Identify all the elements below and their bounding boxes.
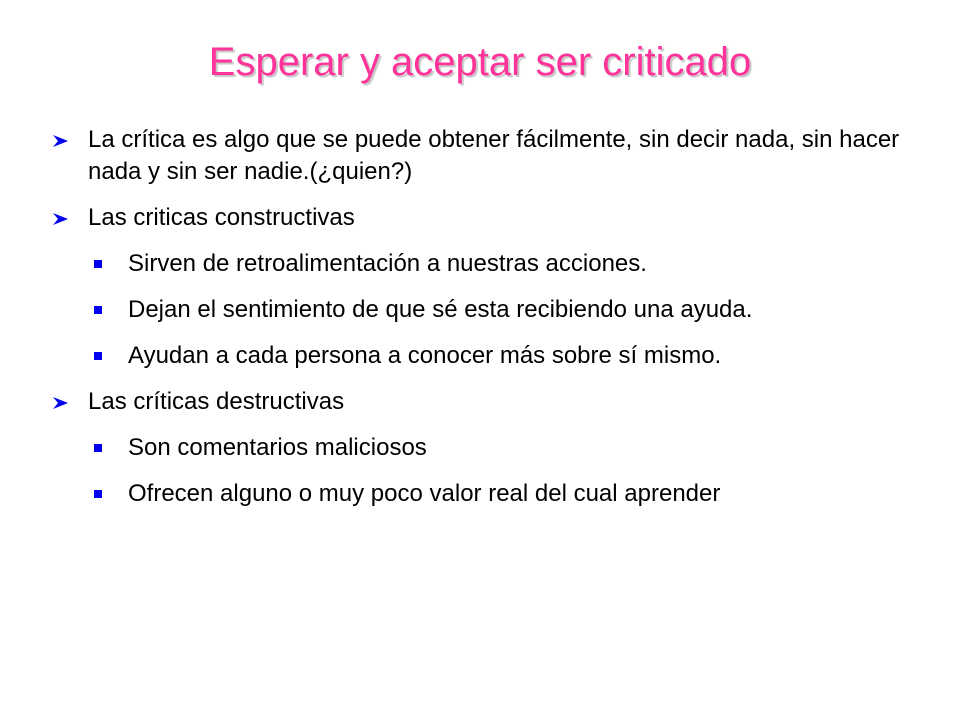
- sub-bullet-text: Ayudan a cada persona a conocer más sobre sí mismo.: [128, 342, 722, 369]
- sub-bullet-item: [92, 340, 930, 372]
- square-bullet-icon: [94, 490, 102, 498]
- square-bullet-icon: [94, 306, 102, 314]
- bullet-item: [50, 202, 930, 234]
- bullet-text: Las críticas destructivas: [88, 388, 345, 415]
- sub-bullet-text: Son comentarios maliciosos: [128, 434, 427, 461]
- arrow-bullet-icon: [52, 134, 70, 148]
- square-bullet-icon: [94, 260, 102, 268]
- bullet-list: [50, 124, 930, 524]
- arrow-bullet-icon: [52, 212, 70, 226]
- sub-bullet-text: Sirven de retroalimentación a nuestras acciones.: [128, 250, 647, 277]
- sub-bullet-item: [92, 478, 930, 510]
- sub-bullet-item: [92, 432, 930, 464]
- bullet-item: [50, 124, 930, 188]
- square-bullet-icon: [94, 444, 102, 452]
- sub-bullet-item: [92, 248, 930, 280]
- slide-title: Esperar y aceptar ser criticado: [208, 40, 752, 84]
- sub-bullet-text: Ofrecen alguno o muy poco valor real del cual aprender: [128, 480, 721, 507]
- arrow-bullet-icon: [52, 396, 70, 410]
- bullet-text: La crítica es algo que se puede obtener fácilmente, sin decir nada, sin hacer nada y sin ser nadie.(¿quien?): [88, 126, 900, 185]
- sub-bullet-item: [92, 294, 930, 326]
- square-bullet-icon: [94, 352, 102, 360]
- bullet-item: [50, 386, 930, 418]
- bullet-text: Las criticas constructivas: [88, 204, 355, 231]
- sub-bullet-text: Dejan el sentimiento de que sé esta recibiendo una ayuda.: [128, 296, 753, 323]
